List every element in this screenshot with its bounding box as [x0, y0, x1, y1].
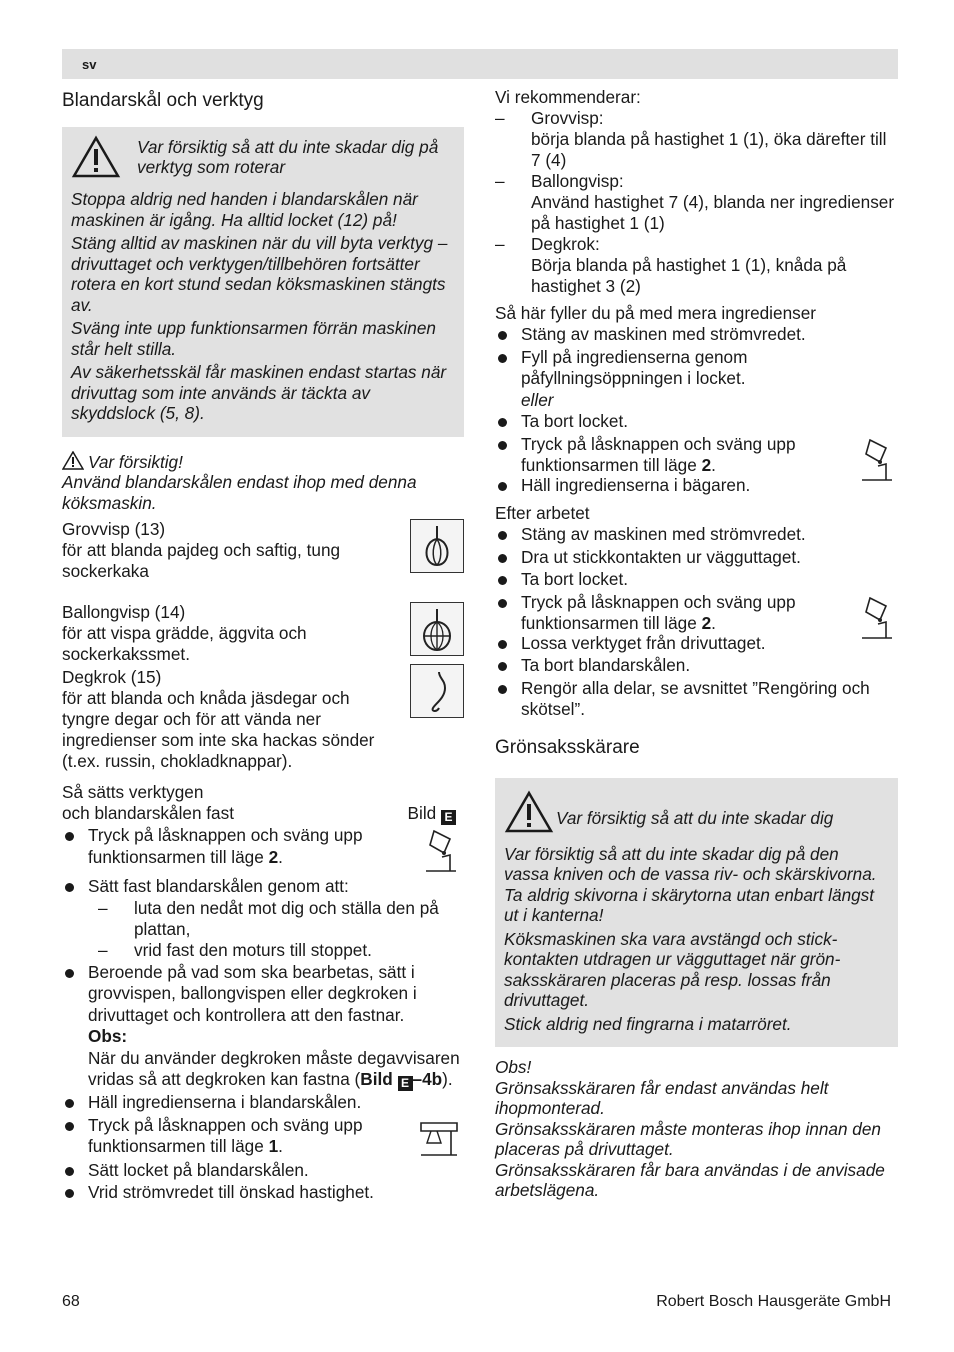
after-title: Efter arbetet [495, 503, 590, 523]
list-item: Sätt locket på blandarskålen. [62, 1160, 464, 1182]
list-item: Ta bort locket. [495, 569, 898, 591]
bild-label: Bild [407, 803, 437, 823]
rec-label: – Grovvisp: [531, 108, 604, 128]
warning-para: Sväng inte upp funktionsarmen förrän maskinen står helt stilla. [71, 318, 436, 359]
arm-raised-icon [420, 825, 460, 875]
list-item: Stäng av maskinen med strömvredet. [495, 524, 898, 546]
list-item [62, 1115, 464, 1159]
fill-list [495, 324, 898, 496]
tool-desc: för att blanda pajdeg och saftig, tung sockerkaka [62, 540, 341, 581]
list-item: – vrid fast den moturs till stoppet. [98, 940, 464, 961]
obs-label: Obs: [88, 1026, 128, 1046]
mount-title [62, 782, 464, 825]
warning-head: Var försiktig så att du inte skadar dig [556, 808, 834, 829]
step-period: . [711, 455, 716, 475]
list-item [62, 825, 464, 875]
step-text: Tryck på låsknappen och sväng upp funktionsarmen till läge [88, 1114, 363, 1156]
small-warning-triangle-icon [62, 451, 84, 470]
warning-para: Köksmaskinen ska vara avstängd och stickkontakten utdragen ur vägguttaget när grönsaksskäraren placeras på resp. lossas från drivuttaget. [504, 928, 841, 1010]
recommend-title: Vi rekommenderar: [495, 87, 641, 107]
fill-title: Så här fyller du på med mera ingredienser [495, 303, 816, 323]
warning-para: Stoppa aldrig ned handen i blandarskålen när maskinen är igång. Ha alltid locket (12) på! [71, 189, 418, 230]
tool-name: Ballongvisp (14) [62, 602, 186, 622]
step-text: Tryck på låsknappen och sväng upp funktionsarmen till läge [521, 591, 796, 633]
obs-bild: Bild [360, 1069, 393, 1089]
step-position: 2 [701, 455, 712, 475]
list-item: Rengör alla delar, se avsnittet ”Rengöring och skötsel”. [495, 678, 898, 721]
list-item: Dra ut stickkontakten ur vägguttaget. [495, 547, 898, 569]
warning-para: Av säkerhetsskäl får maskinen endast startas när drivuttag som inte används är täckta av skyddslock (5, 8). [71, 362, 447, 423]
step-text: Beroende på vad som ska bearbetas, sätt i grovvispen, ballongvispen eller degkroken i drivuttaget och kontrollera att den fastnar. [88, 961, 417, 1025]
obs-text: När du använder degkroken måste degavvisaren vridas så att degkroken kan fastna ( [88, 1047, 460, 1089]
warning-head: Var försiktig så att du inte skadar dig på verktyg som roterar [137, 136, 439, 177]
left-column [62, 85, 464, 1205]
list-item: Ta bort locket. [495, 411, 898, 433]
list-item [495, 108, 898, 171]
arm-lowered-icon [416, 1115, 462, 1159]
after-list [495, 524, 898, 721]
list-item [495, 171, 898, 234]
rec-text: Använd hastighet 7 (4), blanda ner ingredienser på hastighet 1 (1) [531, 192, 895, 233]
rec-text: börja blanda på hastighet 1 (1), öka därefter till 7 (4) [531, 129, 887, 170]
step-period: . [278, 846, 283, 867]
obs-close: ). [442, 1069, 453, 1089]
obs-bild-ref: –4b [412, 1069, 443, 1089]
list-item [495, 347, 898, 411]
grovvisp-icon [410, 519, 464, 573]
obs-para: Grönsaksskäraren får bara användas i de anvisade arbetslägena. [495, 1159, 885, 1200]
mount-title-line1: Så sätts verktygen [62, 782, 204, 802]
list-item [62, 962, 464, 1092]
rec-text: Börja blanda på hastighet 1 (1), knåda på hastighet 3 (2) [531, 255, 847, 296]
step-period: . [711, 613, 716, 633]
section-title-blandarskal: Blandarskål och verktyg [62, 90, 264, 111]
tool-name: Grovvisp (13) [62, 519, 166, 539]
company-name: Robert Bosch Hausgeräte GmbH [656, 1293, 891, 1310]
list-item: Häll ingredienserna i blandarskålen. [62, 1092, 464, 1114]
warning-para: Var försiktig så att du inte skadar dig på den vassa kniven och de vassa riv- och skärskivorna. Ta aldrig skivorna i skärytorna utan enbart längst ut i kanterna! [504, 843, 877, 925]
step-text: Sätt fast blandarskålen genom att: [88, 876, 349, 896]
list-item: Stäng av maskinen med strömvredet. [495, 324, 898, 346]
tool-desc: för att blanda och knåda jäsdegar och tyngre degar och för att vända ner ingredienser som inte ska hackas sönder (t.ex. russin, chokladknappar). [62, 688, 375, 771]
list-item: Vrid strömvredet till önskad hastighet. [62, 1182, 464, 1204]
warning-box-rotating-tools [62, 127, 464, 437]
recommend-list [495, 108, 898, 297]
ballongvisp-icon [410, 602, 464, 656]
bild-letter: E [398, 1076, 413, 1091]
degkrok-icon [410, 664, 464, 718]
mount-steps-list [62, 825, 464, 1204]
or-text: eller [521, 389, 554, 410]
obs-title: Obs! [495, 1057, 532, 1077]
rec-label: – Ballongvisp: [531, 171, 624, 191]
page-number: 68 [62, 1293, 80, 1310]
tool-ballongvisp [62, 602, 464, 665]
warning-triangle-icon [504, 790, 554, 834]
rec-label: – Degkrok: [531, 234, 600, 254]
tool-name: Degkrok (15) [62, 667, 162, 687]
list-item: Häll ingredienserna i bägaren. [495, 475, 898, 497]
mount-title-row [62, 803, 464, 825]
section-title-gronsaksskarare: Grönsaksskärare [495, 736, 640, 758]
list-item: Ta bort blandarskålen. [495, 655, 898, 677]
mount-bild-ref [408, 803, 456, 825]
step-text: Fyll på ingredienserna genom påfyllningsöppningen i locket. [521, 346, 748, 388]
step-period: . [278, 1136, 283, 1156]
warning-box-vegetable-cutter [495, 778, 898, 1048]
warning-triangle-icon [71, 135, 121, 179]
language-code: sv [82, 57, 97, 72]
language-bar [62, 49, 898, 79]
tool-grovvisp [62, 519, 464, 582]
list-item [495, 234, 898, 297]
list-item: Lossa verktyget från drivuttaget. [495, 633, 898, 655]
step-position: 1 [268, 1136, 279, 1156]
caution-text: Använd blandarskålen endast ihop med denna köksmaskin. [62, 472, 417, 513]
bild-letter: E [441, 810, 456, 825]
warning-para: Stäng alltid av maskinen när du vill byta verktyg – drivuttaget och verktygen/tillbehören fortsätter rotera en kort stund sedan köksmaskinen stängts av. [71, 233, 448, 315]
mount-title-line2: och blandarskålen fast [62, 803, 234, 823]
right-column [495, 85, 898, 1201]
obs-para: Grönsaksskäraren måste monteras ihop innan den placeras på drivuttaget. [495, 1118, 881, 1159]
caution-heading [62, 451, 464, 473]
step-position: 2 [701, 613, 712, 633]
step-text: Tryck på låsknappen och sväng upp funktionsarmen till läge [88, 825, 363, 867]
caution-title: Var försiktig! [88, 451, 183, 472]
mount-substeps [98, 898, 464, 961]
warning-para: Stick aldrig ned fingrarna i matarröret. [504, 1013, 792, 1034]
list-item [62, 876, 464, 961]
step-position: 2 [268, 846, 279, 867]
obs-para: Grönsaksskäraren får endast användas helt ihopmonterad. [495, 1077, 829, 1118]
tool-degkrok [62, 667, 464, 772]
tool-desc: för att vispa grädde, äggvita och sockerkakssmet. [62, 623, 307, 664]
step-text: Tryck på låsknappen och sväng upp funktionsarmen till läge [521, 433, 796, 475]
list-item: – luta den nedåt mot dig och ställa den på plattan, [98, 898, 464, 940]
